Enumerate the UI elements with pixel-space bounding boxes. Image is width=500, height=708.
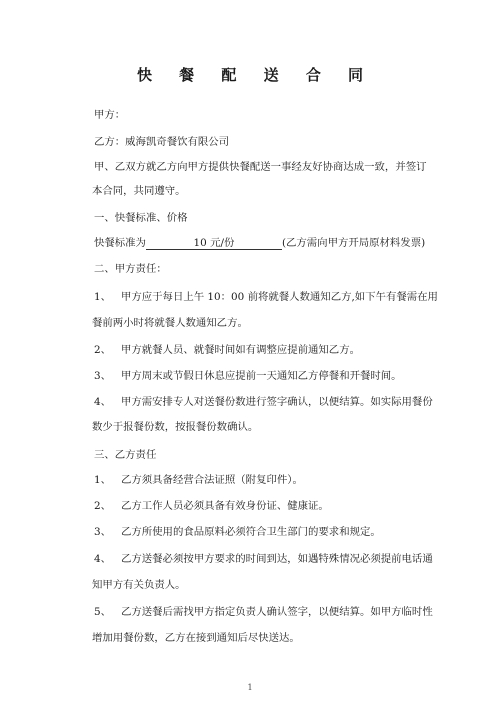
a-item-4-number: 4、 (94, 396, 112, 408)
party-b-line: 乙方：威海凯奇餐饮有限公司 (94, 136, 230, 148)
a-item-3-number: 3、 (94, 370, 112, 382)
b-item-5-line-2: 增加用餐份数，乙方在接到通知后尽快送达。 (92, 632, 300, 644)
section1-heading: 一、快餐标准、价格 (94, 212, 188, 224)
a-item-1-text: 甲方应于每日上午 10：00 前将就餐人数通知乙方,如下午有餐需在用 (121, 291, 438, 303)
section3-heading: 三、乙方责任 (94, 449, 157, 461)
b-item-1-text: 乙方须具备经营合法证照（附复印件）。 (121, 474, 303, 486)
intro-line-1: 甲、乙双方就乙方向甲方提供快餐配送一事经友好协商达成一致，并签订 (94, 161, 427, 173)
a-item-3-text: 甲方周末或节假日休息应提前一天通知乙方停餐和开餐时间。 (121, 370, 402, 382)
a-item-2-number: 2、 (94, 344, 112, 356)
a-item-4-line-2: 数少于报餐份数，按报餐份数确认。 (92, 421, 259, 433)
standard-note: (乙方需向甲方开局原材料发票) (281, 237, 426, 249)
b-item-4-line-1 (94, 552, 433, 566)
a-item-2-text: 甲方就餐人员、就餐时间如有调整应提前通知乙方。 (121, 344, 360, 356)
document-title: 快 餐 配 送 合 同 (136, 66, 375, 84)
a-item-3 (94, 369, 402, 383)
a-item-4-line-1 (94, 395, 433, 409)
b-item-1 (94, 473, 303, 487)
b-item-3-text: 乙方所使用的食品原料必须符合卫生部门的要求和规定。 (121, 526, 381, 538)
b-item-3-number: 3、 (94, 526, 112, 538)
a-item-1-line-2: 餐前两小时将就餐人数通知乙方。 (92, 317, 248, 329)
page-number: 1 (247, 683, 253, 692)
standard-label: 快餐标准为 (94, 237, 146, 249)
b-item-4-text: 乙方送餐必须按甲方要求的时间到达，如遇特殊情况必须提前电话通 (121, 553, 433, 565)
b-item-5-number: 5、 (94, 606, 112, 618)
b-item-4-number: 4、 (94, 553, 112, 565)
b-item-2 (94, 499, 329, 513)
b-item-1-number: 1、 (94, 474, 112, 486)
party-a-line: 甲方： (94, 109, 126, 121)
intro-line-2: 本合同，共同遵守。 (92, 185, 186, 197)
standard-value: 10 元/份 (146, 237, 282, 250)
b-item-5-text: 乙方送餐后需找甲方指定负责人确认签字，以便结算。如甲方临时性 (121, 606, 433, 618)
b-item-5-line-1 (94, 605, 433, 619)
a-item-2 (94, 343, 360, 357)
a-item-1-line-1 (94, 290, 438, 304)
section2-heading: 二、甲方责任： (94, 263, 167, 275)
b-item-4-line-2: 知甲方有关负责人。 (92, 579, 186, 591)
b-item-2-text: 乙方工作人员必须具备有效身份证、健康证。 (121, 500, 329, 512)
b-item-2-number: 2、 (94, 500, 112, 512)
a-item-1-number: 1、 (94, 291, 112, 303)
standard-line (94, 236, 425, 250)
b-item-3 (94, 525, 381, 539)
a-item-4-text: 甲方需安排专人对送餐份数进行签字确认，以便结算。如实际用餐份 (121, 396, 433, 408)
